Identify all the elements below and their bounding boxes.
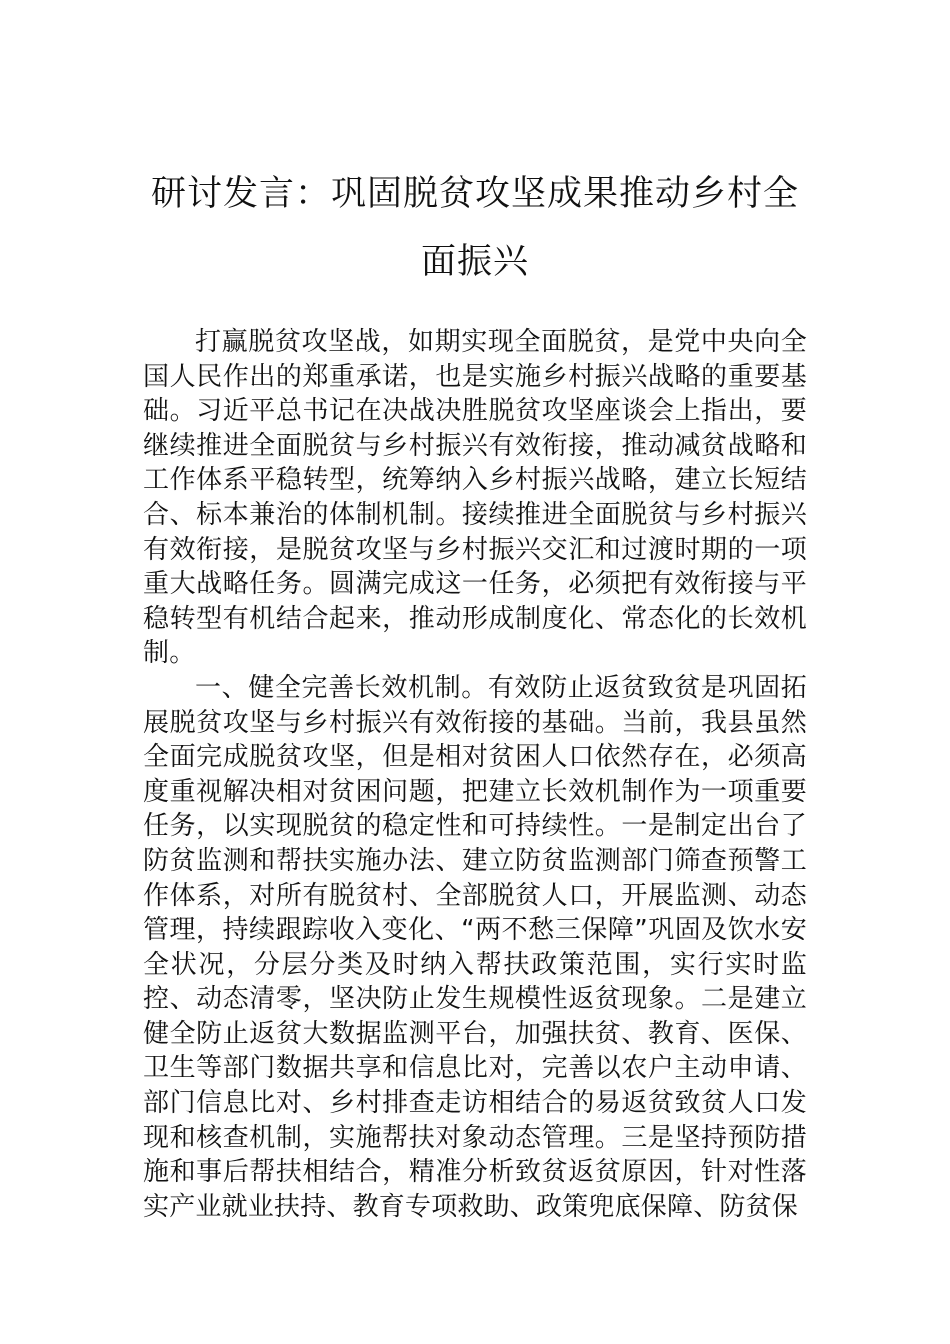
paragraph-intro: 打赢脱贫攻坚战，如期实现全面脱贫，是党中央向全国人民作出的郑重承诺，也是实施乡村振兴战略的重要基础。习近平总书记在决战决胜脱贫攻坚座谈会上指出，要继续推进全面脱贫与乡村振兴有效衔接，推动减贫战略和工作体系平稳转型，统筹纳入乡村振兴战略，建立长短结合、标本兼治的体制机制。接续推进全面脱贫与乡村振兴有效衔接，是脱贫攻坚与乡村振兴交汇和过渡时期的一项重大战略任务。圆满完成这一任务，必须把有效衔接与平稳转型有机结合起来，推动形成制度化、常态化的长效机制。 — [143, 327, 807, 669]
document-body — [143, 325, 807, 1224]
paragraph-section-one: 一、健全完善长效机制。有效防止返贫致贫是巩固拓展脱贫攻坚与乡村振兴有效衔接的基础。当前，我县虽然全面完成脱贫攻坚，但是相对贫困人口依然存在，必须高度重视解决相对贫困问题，把建立长效机制作为一项重要任务，以实现脱贫的稳定性和可持续性。一是制定出台了防贫监测和帮扶实施办法、建立防贫监测部门筛查预警工作体系，对所有脱贫村、全部脱贫人口，开展监测、动态管理，持续跟踪收入变化、“两不愁三保障”巩固及饮水安全状况，分层分类及时纳入帮扶政策范围，实行实时监控、动态清零，坚决防止发生规模性返贫现象。二是建立健全防止返贫大数据监测平台，加强扶贫、教育、医保、卫生等部门数据共享和信息比对，完善以农户主动申请、部门信息比对、乡村排查走访相结合的易返贫致贫人口发现和核查机制，实施帮扶对象动态管理。三是坚持预防措施和事后帮扶相结合，精准分析致贫返贫原因，针对性落实产业就业扶持、教育专项救助、政策兜底保障、防贫保 — [143, 672, 807, 1222]
document-title: 研讨发言：巩固脱贫攻坚成果推动乡村全面振兴 — [150, 174, 799, 282]
